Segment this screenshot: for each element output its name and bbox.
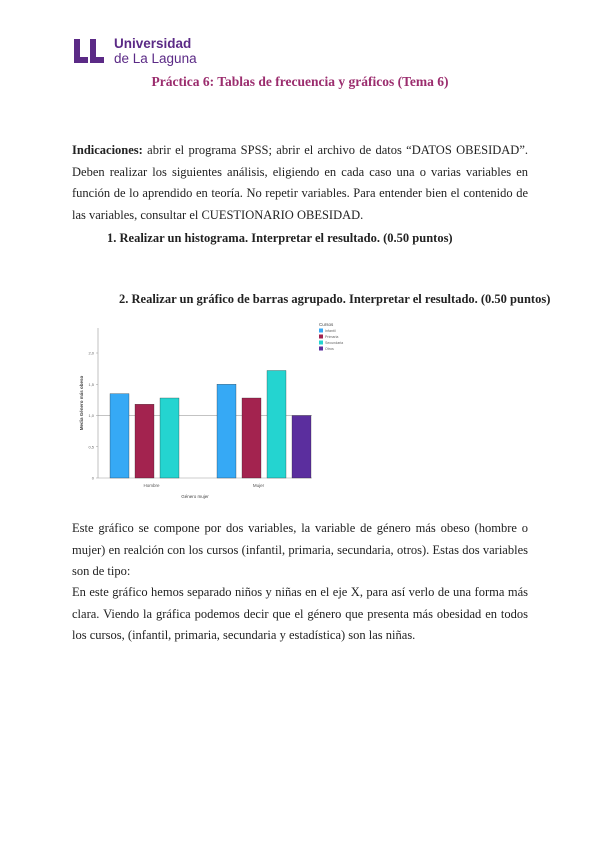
legend-label-secundaria: Secundaria	[325, 341, 344, 345]
y-tick-label: 1,0	[88, 413, 94, 418]
legend-label-infantil: Infantil	[325, 329, 336, 333]
ull-logo-icon	[72, 37, 106, 65]
y-tick-label: 0	[91, 475, 94, 481]
question-1: 1. Realizar un histograma. Interpretar el resultado. (0.50 puntos)	[107, 231, 453, 245]
legend-label-otros: Otros	[325, 347, 334, 351]
y-tick-label: 0,5	[88, 444, 94, 450]
legend-swatch-infantil	[319, 329, 323, 333]
intro-text: abrir el programa SPSS; abrir el archivo de datos “DATOS OBESIDAD”. Deben realizar los siguientes análisis, eligiendo en cada caso una o varias variables en función de lo aprendido en teoría. No repetir variables. Para entender bien el contenido de las variables, consultar el CUESTIONARIO OBESIDAD.	[72, 143, 528, 222]
bar-secundaria-hombre	[160, 398, 179, 478]
university-logo	[72, 36, 197, 66]
question-2: 2. Realizar un gráfico de barras agrupado. Interpretar el resultado. (0.50 puntos)	[119, 292, 551, 306]
legend-title: Cursos	[319, 322, 334, 327]
bar-primaria-hombre	[135, 404, 154, 478]
grouped-bar-chart	[74, 318, 354, 504]
x-tick-label: Hombre	[143, 483, 160, 488]
bar-secundaria-mujer	[267, 371, 286, 479]
bar-otros-mujer	[292, 416, 311, 479]
bar-infantil-hombre	[110, 394, 129, 478]
legend-label-primaria: Primaria	[325, 335, 339, 339]
body-paragraph-1: Este gráfico se compone por dos variables, la variable de género más obeso (hombre o mujer) en realción con los cursos (infantil, primaria, secundaria, otros). Estas dos variables son de tipo:	[72, 521, 528, 578]
y-tick-label: 2,0	[88, 350, 94, 356]
bar-infantil-mujer	[217, 384, 236, 478]
legend-swatch-otros	[319, 347, 323, 351]
intro-paragraph	[72, 140, 528, 226]
legend-swatch-secundaria	[319, 341, 323, 345]
intro-label: Indicaciones:	[72, 143, 143, 157]
page-title: Práctica 6: Tablas de frecuencia y gráficos (Tema 6)	[151, 74, 449, 89]
y-tick-label: 1,5	[88, 381, 94, 387]
logo-line1: Universidad	[114, 36, 192, 51]
logo-line2: de La Laguna	[114, 51, 197, 66]
y-axis-label: Media Género más obeso	[79, 375, 84, 431]
bar-primaria-mujer	[242, 398, 261, 478]
x-tick-label: Mujer	[252, 483, 265, 488]
x-axis-label: Género mujer	[181, 494, 209, 499]
legend-swatch-primaria	[319, 335, 323, 339]
body-paragraph-2: En este gráfico hemos separado niños y niñas en el eje X, para así verlo de una forma más clara. Viendo la gráfica podemos decir que el género que presenta más obesidad en todos los cursos, (infantil, primaria, secundaria y estadística) son las niñas.	[72, 585, 528, 642]
